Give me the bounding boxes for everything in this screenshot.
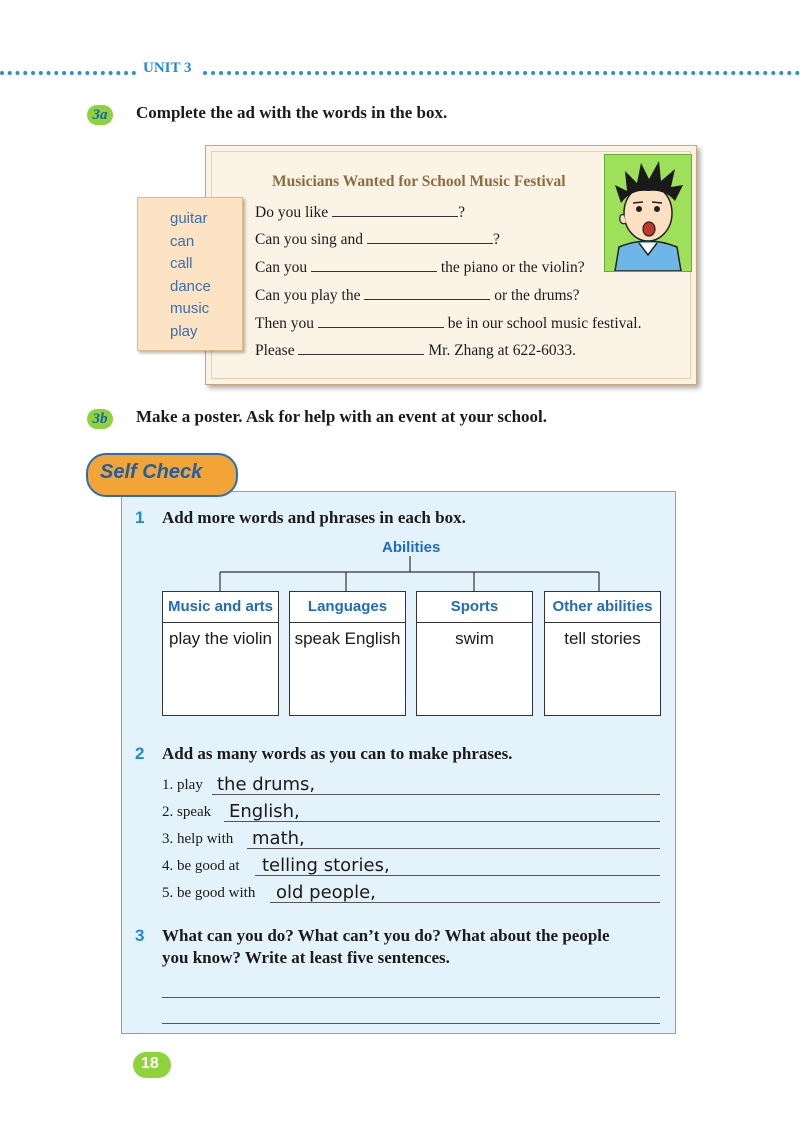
word-box-item: play [170,323,198,340]
q1-text: Add more words and phrases in each box. [162,508,466,527]
header-dots-right [203,71,800,75]
category-box-languages [289,591,406,716]
category-label: Languages [290,592,405,623]
writing-line[interactable] [162,1023,660,1024]
ad-line-2: Can you sing and ? [255,231,500,248]
phrase-answer[interactable]: English, [229,801,300,822]
tree-connector [150,556,670,596]
q3-number: 3 [135,926,145,945]
category-value[interactable]: tell stories [564,629,641,648]
phrase-line [247,848,660,849]
phrase-label: 2. speak [162,804,212,820]
ad-line-1: Do you like ? [255,204,465,221]
ad-line-5: Then you be in our school music festival. [255,315,642,332]
blank-4[interactable] [364,285,490,300]
word-box-item: guitar [170,210,208,227]
self-check-title: Self Check [100,461,203,483]
exercise-3a-badge: 3a [87,105,113,125]
blank-1[interactable] [332,202,458,217]
category-value[interactable]: swim [455,629,494,648]
blank-6[interactable] [298,340,424,355]
category-box-music [162,591,279,716]
phrase-label: 4. be good at [162,858,240,874]
ad-line-4: Can you play the or the drums? [255,287,580,304]
q3-text-line2: you know? Write at least five sentences. [162,948,450,967]
ad-line-6: Please Mr. Zhang at 622-6033. [255,342,577,359]
phrase-label: 1. play [162,777,203,793]
word-box-item: dance [170,278,211,295]
category-value[interactable]: speak English [294,629,401,648]
ad-line-3: Can you the piano or the violin? [255,259,585,276]
category-box-other [544,591,661,716]
blank-5[interactable] [318,313,444,328]
word-box-item: music [170,300,210,317]
abilities-root: Abilities [382,539,441,556]
phrase-label: 5. be good with [162,885,256,901]
word-box [137,197,243,351]
category-label: Sports [417,592,532,623]
phrase-answer[interactable]: old people, [276,882,376,903]
category-label: Other abilities [545,592,660,623]
q2-number: 2 [135,744,145,763]
word-box-item: can [170,233,195,250]
category-box-sports [416,591,533,716]
blank-2[interactable] [367,229,493,244]
category-label: Music and arts [163,592,278,623]
category-value[interactable]: play the violin [168,629,272,648]
exercise-3a-instruction: Complete the ad with the words in the box. [136,103,448,122]
exercise-3b-badge: 3b [87,409,113,429]
writing-line[interactable] [162,997,660,998]
word-box-item: call [170,255,193,272]
phrase-answer[interactable]: the drums, [217,774,316,795]
q1-number: 1 [135,508,145,527]
unit-label: UNIT 3 [143,60,192,76]
ad-title: Musicians Wanted for School Music Festival [272,173,566,190]
q2-text: Add as many words as you can to make phrases. [162,744,513,763]
phrase-label: 3. help with [162,831,234,847]
q3-text-line1: What can you do? What can’t you do? What about the people [162,926,610,945]
header-dots-left [0,71,136,75]
phrase-answer[interactable]: telling stories, [262,855,390,876]
phrase-answer[interactable]: math, [252,828,305,849]
blank-3[interactable] [311,257,437,272]
page-number: 18 [141,1055,159,1072]
exercise-3b-instruction: Make a poster. Ask for help with an event at your school. [136,407,548,426]
boy-illustration [604,154,692,272]
